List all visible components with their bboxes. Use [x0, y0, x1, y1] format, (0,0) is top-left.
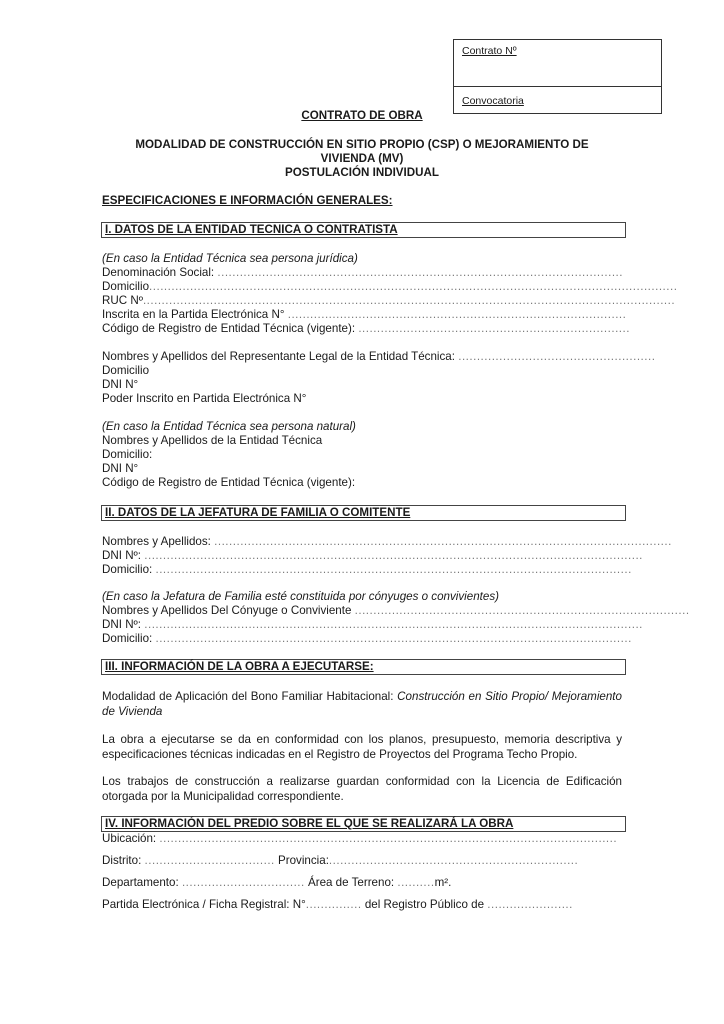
poder-field: Poder Inscrito en Partida Electrónica N° [102, 392, 307, 405]
document-title: CONTRATO DE OBRA [301, 109, 423, 122]
juridica-note: (En caso la Entidad Técnica sea persona jurídica) [102, 252, 358, 265]
section-1-header: I. DATOS DE LA ENTIDAD TECNICA O CONTRATISTA [101, 222, 626, 238]
jefe-nombres-field: Nombres y Apellidos: ........................................................................................................................... [102, 535, 672, 548]
ruc-field: RUC Nº............................................................................................................................................... [102, 294, 676, 307]
section-4-header: IV. INFORMACIÓN DEL PREDIO SOBRE EL QUE SE REALIZARÁ LA OBRA [101, 816, 626, 832]
document-subtitle-2: VIVIENDA (MV) [320, 152, 404, 165]
partida-registro-field: Partida Electrónica / Ficha Registral: N°............... del Registro Público de ....................... [102, 898, 573, 911]
distrito-provincia-field: Distrito: ................................... Provincia:................................................................... [102, 854, 579, 867]
convocatoria-label: Convocatoria [462, 95, 524, 107]
conyuge-note: (En caso la Jefatura de Familia esté constituida por cónyuges o convivientes) [102, 590, 499, 603]
rep-dni-field: DNI N° [102, 378, 139, 391]
inscrita-field: Inscrita en la Partida Electrónica N° ........................................................................................... [102, 308, 627, 321]
conyuge-dni-field: DNI Nº: ...................................................................................................................................... [102, 618, 643, 631]
planos-paragraph: La obra a ejecutarse se da en conformidad con los planos, presupuesto, memoria descriptiva y especificaciones técnicas indicadas en el Registro de Proyectos del Programa Techo Propio. [102, 733, 622, 761]
nat-codigo-field: Código de Registro de Entidad Técnica (vigente): [102, 476, 356, 489]
nat-nombres-field: Nombres y Apellidos de la Entidad Técnica [102, 434, 323, 447]
document-subtitle-3: POSTULACIÓN INDIVIDUAL [285, 166, 439, 179]
section-3-header: III. INFORMACIÓN DE LA OBRA A EJECUTARSE: [101, 659, 626, 675]
nat-domicilio-field: Domicilio: [102, 448, 153, 461]
conyuge-nombres-field: Nombres y Apellidos Del Cónyuge o Conviviente .......................................................................................... [102, 604, 690, 617]
natural-note: (En caso la Entidad Técnica sea persona natural) [102, 420, 356, 433]
representante-field: Nombres y Apellidos del Representante Legal de la Entidad Técnica: ..................................................... [102, 350, 656, 363]
jefe-domicilio-field: Domicilio: ................................................................................................................................ [102, 563, 632, 576]
document-subtitle-1: MODALIDAD DE CONSTRUCCIÓN EN SITIO PROPIO (CSP) O MEJORAMIENTO DE [135, 138, 589, 151]
contrato-label: Contrato Nº [462, 45, 517, 57]
rep-domicilio-field: Domicilio [102, 364, 150, 377]
nat-dni-field: DNI N° [102, 462, 139, 475]
section-2-header: II. DATOS DE LA JEFATURA DE FAMILIA O COMITENTE [101, 505, 626, 521]
departamento-area-field: Departamento: ................................. Área de Terreno: ..........m². [102, 876, 452, 889]
ubicacion-field: Ubicación: ........................................................................................................................... [102, 832, 618, 845]
jefe-dni-field: DNI Nº: ...................................................................................................................................... [102, 549, 643, 562]
codigo-field: Código de Registro de Entidad Técnica (vigente): ......................................................................... [102, 322, 630, 335]
domicilio-field: Domicilio.............................................................................................................................................. [102, 280, 678, 293]
specs-heading: ESPECIFICACIONES E INFORMACIÓN GENERALES: [102, 194, 393, 207]
box-divider [454, 86, 661, 87]
denominacion-field: Denominación Social: ............................................................................................................. [102, 266, 623, 279]
contract-number-box [453, 39, 662, 114]
modalidad-paragraph: Modalidad de Aplicación del Bono Familiar Habitacional: Construcción en Sitio Propio/ Mejoramiento de Vivienda [102, 690, 622, 718]
conyuge-domicilio-field: Domicilio: ................................................................................................................................ [102, 632, 632, 645]
licencia-paragraph: Los trabajos de construcción a realizarse guardan conformidad con la Licencia de Edificación otorgada por la Municipalidad correspondiente. [102, 775, 622, 803]
